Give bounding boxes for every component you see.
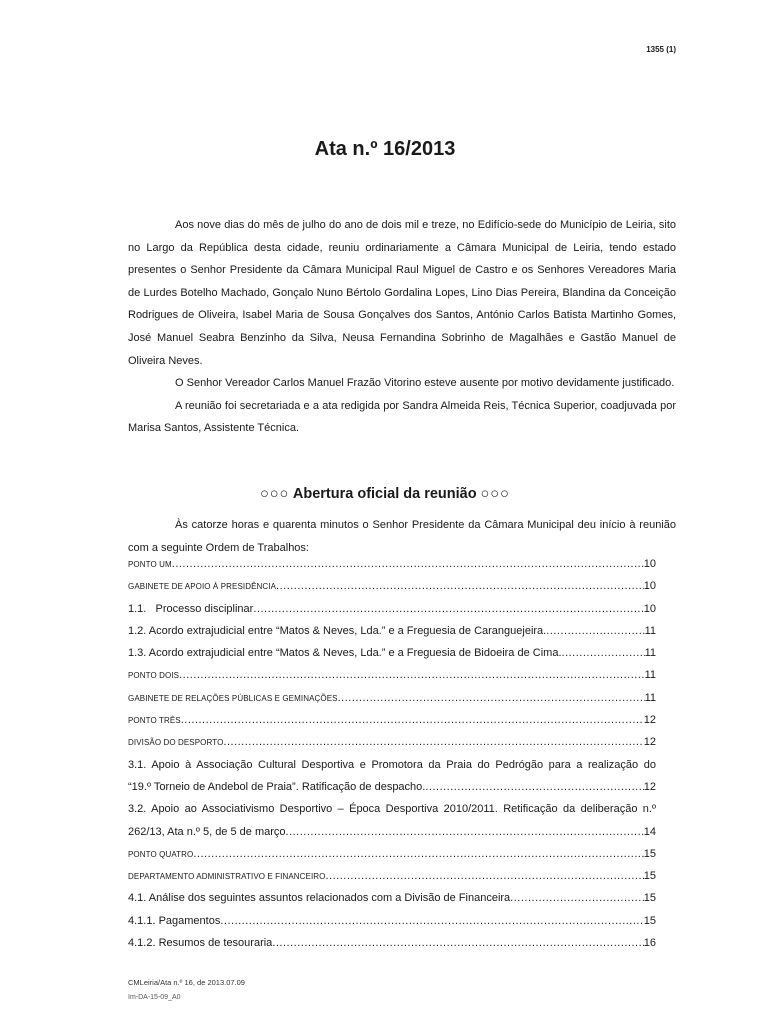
- toc-entry-label: PONTO DOIS: [128, 671, 180, 681]
- toc-leader-dots: [220, 915, 643, 927]
- toc-entry-page: 15: [643, 870, 656, 883]
- toc-entry-page: 12: [643, 714, 656, 727]
- toc-entry-page: 11: [644, 624, 656, 637]
- toc-entry-page: 11: [644, 691, 656, 704]
- toc-entry-ponto-tres[interactable]: [128, 714, 656, 736]
- toc-entry-label: GABINETE DE RELAÇÕES PÚBLICAS E GEMINAÇÕES: [128, 693, 338, 703]
- toc-entry-label: “19.º Torneio de Andebol de Praia”. Ratificação de despacho.: [128, 780, 426, 793]
- toc-entry-label: PONTO UM: [128, 560, 172, 569]
- toc-entry-label-line: 3.1. Apoio à Associação Cultural Desportiva e Promotora da Praia do Pedrógão para a realização do: [128, 758, 656, 771]
- toc-leader-dots: [181, 714, 644, 726]
- toc-entry-1-3[interactable]: [128, 647, 656, 669]
- toc-entry-3-2[interactable]: [128, 803, 656, 848]
- heading-decoration-left: ○○○: [260, 486, 290, 502]
- toc-entry-label: DEPARTAMENTO ADMINISTRATIVO E FINANCEIRO: [128, 872, 326, 882]
- toc-leader-dots: [425, 781, 643, 793]
- page-number: 1355 (1): [646, 45, 676, 54]
- toc-leader-dots: [223, 736, 643, 748]
- toc-leader-dots: [276, 580, 644, 592]
- toc-entry-label: 4.1.1. Pagamentos: [128, 914, 221, 927]
- toc-leader-dots: [546, 625, 644, 637]
- toc-entry-1-1[interactable]: [128, 603, 656, 625]
- section-heading: [0, 486, 770, 502]
- toc-entry-page: 11: [644, 647, 656, 660]
- toc-entry-label: 4.1.2. Resumos de tesouraria: [128, 937, 273, 950]
- toc-entry-page: 16: [643, 937, 656, 950]
- heading-text: Abertura oficial da reunião: [292, 486, 477, 502]
- toc-leader-dots: [253, 603, 643, 615]
- toc-entry-gabinete-relacoes[interactable]: [128, 692, 656, 714]
- toc-entry-label: 1.1. Processo disciplinar: [128, 602, 254, 615]
- toc-entry-3-1[interactable]: [128, 759, 656, 804]
- toc-entry-ponto-dois[interactable]: [128, 669, 656, 691]
- toc-entry-page: 10: [643, 580, 656, 593]
- toc-leader-dots: [562, 647, 645, 659]
- toc-entry-page: 15: [643, 847, 656, 860]
- toc-entry-page: 11: [644, 669, 656, 682]
- toc-leader-dots: [272, 937, 643, 949]
- toc-entry-gabinete-apoio[interactable]: [128, 580, 656, 602]
- toc-entry-page: 14: [643, 825, 656, 838]
- toc-leader-dots: [510, 892, 644, 904]
- paragraph-absence: O Senhor Vereador Carlos Manuel Frazão Vitorino esteve ausente por motivo devidamente justificado.: [175, 377, 675, 390]
- toc-entry-label: 262/13, Ata n.º 5, de 5 de março: [128, 825, 286, 838]
- heading-decoration-right: ○○○: [480, 486, 510, 502]
- toc-leader-dots: [286, 826, 644, 838]
- toc-entry-page: 10: [643, 558, 656, 570]
- paragraph-attendance: Aos nove dias do mês de julho do ano de dois mil e treze, no Edifício-sede do Município de Leiria, sito no Largo da República desta cidade, reuniu ordinariamente a Câmara Municipal de Leiria, tendo estado presentes o Senhor Presidente da Câmara Municipal Raul Miguel de Castro e os Senhores Vereadores Maria de Lurdes Botelho Machado, Gonçalo Nuno Bértolo Gordalina Lopes, Lino Dias Pereira, Blandina da Conceição Rodrigues de Oliveira, Isabel Maria de Sousa Gonçalves dos Santos, António Carlos Batista Martinho Gomes, José Manuel Seabra Benzinho da Silva, Neusa Fernandina Sobrinho de Magalhães e Gastão Manuel de Oliveira Neves.: [128, 219, 676, 367]
- toc-entry-label: 1.2. Acordo extrajudicial entre “Matos & Neves, Lda.” e a Freguesia de Caranguejeira.: [128, 624, 547, 637]
- paragraph-secretariat: A reunião foi secretariada e a ata redigida por Sandra Almeida Reis, Técnica Superior, coadjuvada por Marisa Santos, Assistente Técnica.: [128, 399, 676, 435]
- toc-entry-label: 1.3. Acordo extrajudicial entre “Matos & Neves, Lda.” e a Freguesia de Bidoeira de Cima.: [128, 647, 562, 660]
- toc-entry-page: 10: [643, 602, 656, 615]
- toc-entry-page: 15: [643, 914, 656, 927]
- toc-entry-label: GABINETE DE APOIO À PRESIDÊNCIA: [128, 582, 277, 592]
- toc-entry-4-1[interactable]: [128, 892, 656, 914]
- toc-leader-dots: [338, 692, 645, 704]
- toc-entry-label: DIVISÃO DO DESPORTO: [128, 738, 224, 748]
- toc-entry-1-2[interactable]: [128, 625, 656, 647]
- toc-entry-label: 4.1. Análise dos seguintes assuntos relacionados com a Divisão de Financeira: [128, 892, 511, 905]
- toc-leader-dots: [179, 669, 644, 681]
- toc-entry-label: PONTO QUATRO: [128, 849, 194, 859]
- table-of-contents: [128, 558, 656, 959]
- toc-entry-label-line: 3.2. Apoio ao Associativismo Desportivo – Época Desportiva 2010/2011. Retificação da deliberação n.º: [128, 803, 656, 816]
- toc-entry-departamento-financeiro[interactable]: [128, 870, 656, 892]
- toc-entry-ponto-quatro[interactable]: [128, 848, 656, 870]
- toc-leader-dots: [193, 848, 643, 860]
- footer-form-code: Im-DA-15-09_A0: [128, 994, 181, 1001]
- footer-reference: CMLeiria/Ata n.º 16, de 2013.07.09: [128, 978, 245, 987]
- toc-entry-page: 12: [643, 780, 656, 793]
- paragraph-intro: Às catorze horas e quarenta minutos o Senhor Presidente da Câmara Municipal deu início à reunião com a seguinte Ordem de Trabalhos:: [128, 519, 676, 554]
- toc-leader-dots: [172, 558, 644, 570]
- toc-entry-divisao-desporto[interactable]: [128, 736, 656, 758]
- toc-entry-ponto-um[interactable]: [128, 558, 656, 580]
- intro-text: [128, 514, 676, 559]
- toc-entry-4-1-2[interactable]: [128, 937, 656, 959]
- toc-entry-4-1-1[interactable]: [128, 915, 656, 937]
- toc-entry-page: 12: [643, 736, 656, 749]
- toc-entry-label: PONTO TRÊS: [128, 716, 181, 726]
- opening-text: [128, 214, 676, 440]
- toc-entry-page: 15: [643, 892, 656, 905]
- document-title: Ata n.º 16/2013: [314, 138, 456, 160]
- toc-leader-dots: [326, 870, 644, 882]
